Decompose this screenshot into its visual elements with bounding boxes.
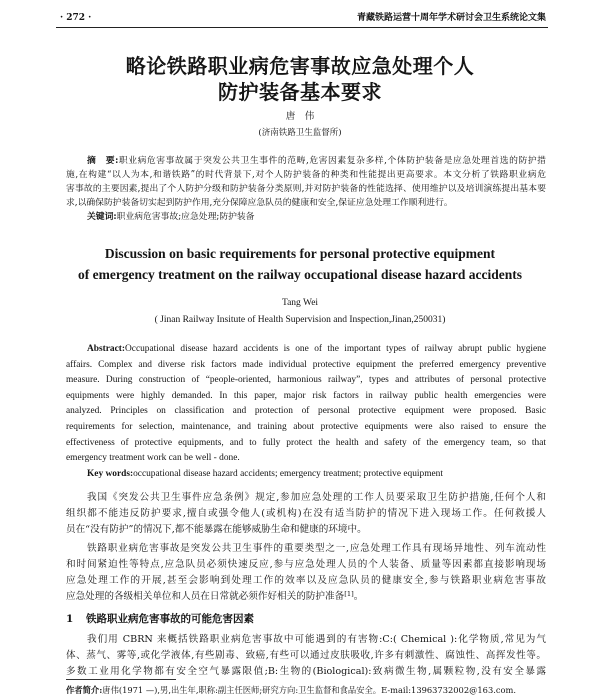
abstract-cn-text: 职业病危害事故属于突发公共卫生事件的范畴,危害因素复杂多样,个体防护装备是应急处理首选的防护措 [118, 156, 546, 166]
body-line [66, 590, 546, 604]
keywords-en-text: occupational disease hazard accidents; emergency treatment; protective equipment [133, 469, 443, 479]
keywords-en-label: Key words: [87, 469, 134, 479]
abstract-en-line: affairs. Complex and diverse risk factors made individual protective equipment the preferred emergency preventive [66, 360, 546, 370]
abstract-en-line: measure. During construction of “people-oriented, harmonious railway”, types and attributes of personal protective [66, 375, 546, 385]
keywords-cn-label: 关键词: [87, 212, 117, 222]
section-heading [66, 612, 546, 626]
abstract-en-line [87, 343, 546, 356]
body-line: 多数工业用化学物都有安全空气暴露限值;B:生物的(Biological):致病微生物,属颗粒物,没有安全暴露 [66, 666, 546, 677]
abstract-en-line: analyzed. Principles on classification and protection of personal protective equipment were proposed. Basic [66, 406, 546, 416]
affiliation-cn: (济南铁路卫生监督所) [258, 128, 342, 138]
keywords-cn-text: 职业病危害事故;应急处理;防护装备 [116, 212, 255, 222]
abstract-en-line: requirements for selection, maintenance, and training about protective equipments were also raised to ensure the [66, 422, 546, 432]
body-text-end: 。 [353, 591, 364, 602]
body-line: 和时间紧迫性等特点,应急队员必须快速反应,参与应急处理人员的个人装备、质量等因素都直接影响现场 [66, 559, 546, 570]
abstract-cn-line: 施,在构建“以人为本,和谐铁路”的时代背景下,对个人防护装备的种类和性能提出更高要求。本文分析了铁路职业病危 [66, 170, 546, 180]
body-line: 应急处理工作的开展,甚至会影响到处理工作的效率以及应急队员的健康安全,参与铁路职业病危害事故 [66, 575, 546, 586]
running-header-title: 青藏铁路运营十周年学术研讨会卫生系统论文集 [356, 13, 546, 23]
section-title: 铁路职业病危害事故的可能危害因素 [86, 613, 254, 625]
affiliation-en: ( Jinan Railway Insitute of Health Supervision and Inspection,Jinan,250031) [154, 315, 446, 325]
body-line: 体、蒸气、雾等,或化学液体,有些剧毒、致癌,有些可以通过皮肤吸收,许多有刺激性、腐蚀性、高挥发性等。 [66, 650, 546, 661]
footnote-rule [66, 679, 176, 680]
body-line: 我国《突发公共卫生事件应急条例》规定,参加应急处理的工作人员要采取卫生防护措施,任何个人和 [87, 492, 546, 503]
abstract-en-label: Abstract: [87, 344, 126, 354]
header-rule [56, 27, 548, 28]
abstract-cn-line: 害事故的主要因素,提出了个人防护分级和防护装备分类原则,并对防护装备的性能选择、使用维护以及培训演练提出基本要 [66, 184, 546, 194]
abstract-cn-label: 摘 要: [87, 156, 119, 166]
keywords-cn [87, 211, 546, 224]
keywords-en [87, 468, 546, 481]
title-cn-line-1: 略论铁路职业病危害事故应急处理个人 [125, 54, 475, 78]
footnote-text: 唐伟(1971 —),男,出生年,职称:副主任医师;研究方向:卫生监督和食品安全。E-mail:13963732002@163.com. [102, 685, 517, 695]
body-line: 我们用 CBRN 来概括铁路职业病危害事故中可能遇到的有害物:C:( Chemical ):化学物质,常见为气 [87, 634, 546, 645]
abstract-en-line: emergency treatment work can be well - done. [66, 453, 240, 463]
abstract-en-line: equipments were highly demanded. In this paper, major risk factors in railway public health emergencies were [66, 391, 546, 401]
title-en-line-1: Discussion on basic requirements for personal protective equipment [104, 246, 496, 261]
abstract-en-text: Occupational disease hazard accidents is one of the important types of railway abrupt public hygiene [125, 344, 546, 354]
body-text: 应急处理的各级相关单位和人员在日常就必须作好相关的防护准备 [66, 591, 345, 602]
title-cn-line-2: 防护装备基本要求 [218, 80, 382, 104]
author-en: Tang Wei [281, 298, 319, 308]
author-footnote [66, 685, 546, 696]
abstract-cn-line: 求,以确保防护装备切实起到防护作用,充分保障应急队员的健康和安全,保证应急处理工作顺利进行。 [66, 198, 453, 208]
citation-ref: [1] [344, 589, 354, 598]
abstract-cn-line [87, 155, 546, 168]
body-line: 员在“没有防护”的情况下,都不能暴露在能够威胁生命和健康的环境中。 [66, 524, 367, 535]
title-en-line-2: of emergency treatment on the railway occupational disease hazard accidents [77, 267, 523, 282]
body-line: 铁路职业病危害事故是突发公共卫生事件的重要类型之一,应急处理工作具有现场异地性、列车流动性 [87, 543, 546, 554]
footnote-label: 作者简介: [66, 685, 103, 695]
page-number: · 272 · [60, 13, 92, 23]
section-number: 1 [66, 613, 74, 625]
author-cn: 唐 伟 [285, 111, 315, 122]
body-line: 组织都不能违反防护要求,擅自或强令他人(或机构)在没有适当防护的情况下进入现场工作。任何救援人 [66, 508, 546, 519]
abstract-en-line: effectiveness of protective equipments, and to fully protect the health and safety of the emergency team, so that [66, 438, 546, 448]
